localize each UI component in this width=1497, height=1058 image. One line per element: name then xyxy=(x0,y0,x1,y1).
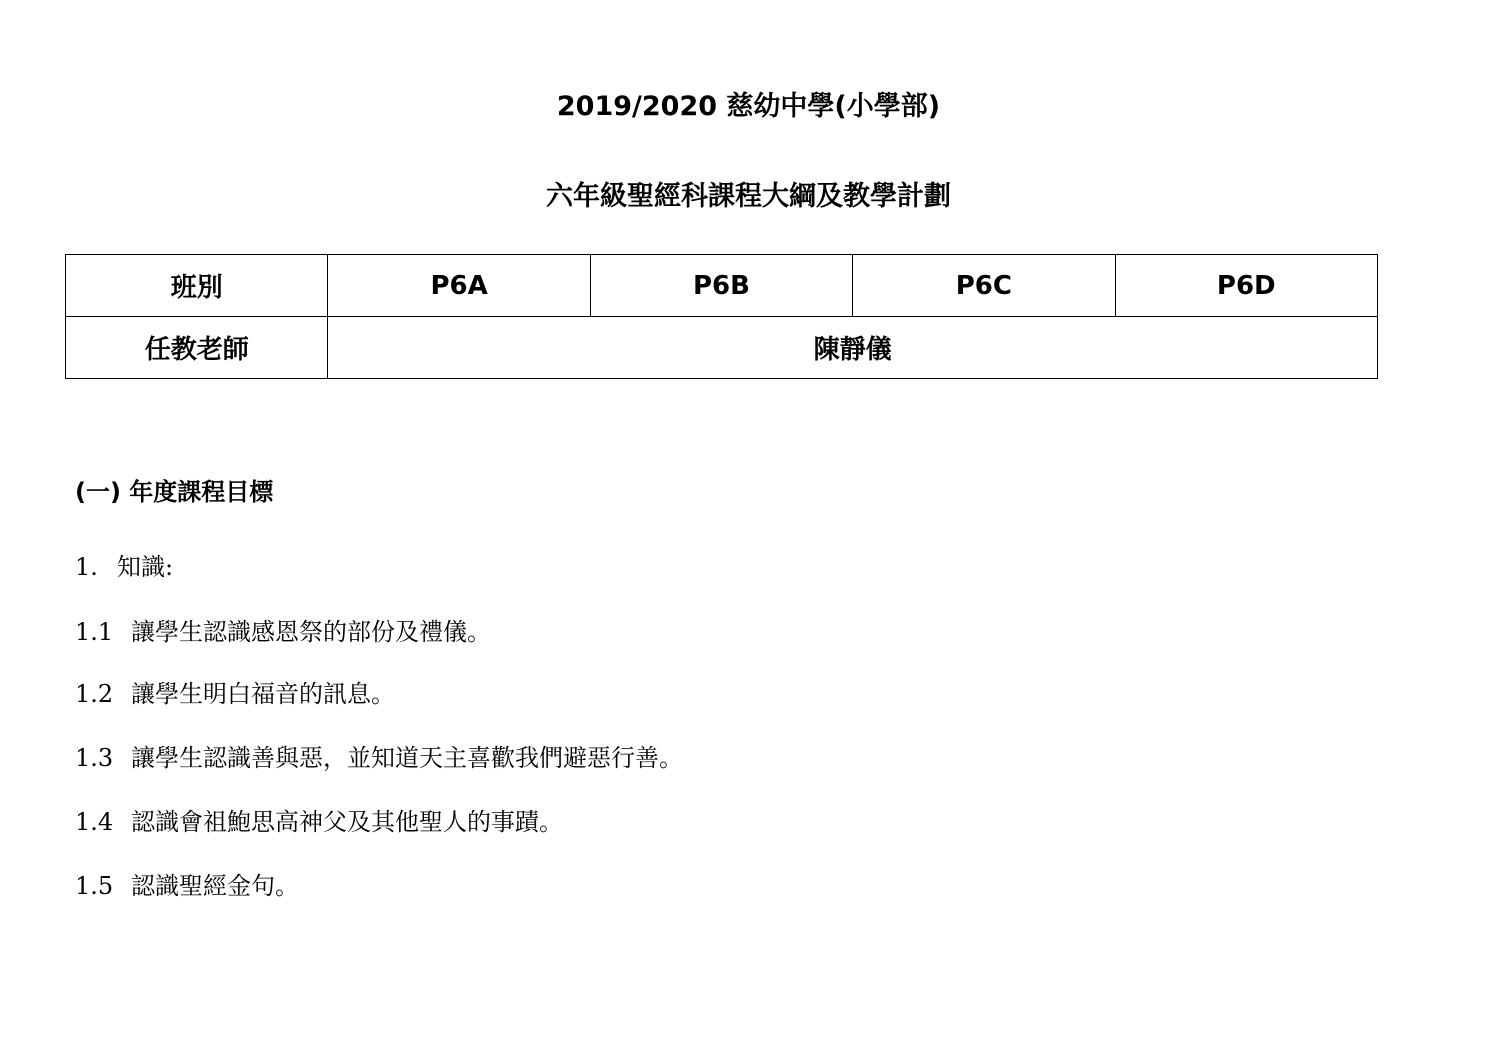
item-text: 認識會祖鮑思高神父及其他聖人的事蹟。 xyxy=(131,808,563,836)
item-number: 1.1 xyxy=(75,618,114,646)
item-number: 1.2 xyxy=(75,680,114,708)
plan-title: 六年級聖經科課程大綱及教學計劃 xyxy=(546,181,951,212)
item-text: 知識: xyxy=(117,553,174,581)
teacher-label-cell: 任教老師 xyxy=(66,317,328,379)
class-cell-p6a: P6A xyxy=(328,255,590,317)
class-cell-p6d: P6D xyxy=(1115,255,1377,317)
item-number: 1. xyxy=(75,553,98,581)
teacher-name-cell: 陳靜儀 xyxy=(328,317,1378,379)
class-row xyxy=(66,255,1378,317)
item-text: 讓學生明白福音的訊息。 xyxy=(131,680,395,708)
item-text: 讓學生認識善與惡，並知道天主喜歡我們避惡行善。 xyxy=(131,744,683,772)
school-title: 2019/2020 慈幼中學(小學部) xyxy=(556,91,941,122)
teacher-row xyxy=(66,317,1378,379)
item-number: 1.4 xyxy=(75,808,114,836)
class-label-cell: 班別 xyxy=(66,255,328,317)
list-item xyxy=(75,807,563,837)
class-cell-p6c: P6C xyxy=(853,255,1115,317)
list-item xyxy=(75,617,491,647)
list-item xyxy=(75,871,299,901)
class-teacher-table xyxy=(65,254,1378,379)
item-text: 認識聖經金句。 xyxy=(131,872,299,900)
class-cell-p6b: P6B xyxy=(590,255,852,317)
item-number: 1.5 xyxy=(75,872,114,900)
list-item xyxy=(75,743,683,773)
item-number: 1.3 xyxy=(75,744,114,772)
item-text: 讓學生認識感恩祭的部份及禮儀。 xyxy=(131,618,491,646)
list-item xyxy=(75,552,173,582)
section-heading: (一) 年度課程目標 xyxy=(75,478,274,506)
list-item xyxy=(75,679,395,709)
